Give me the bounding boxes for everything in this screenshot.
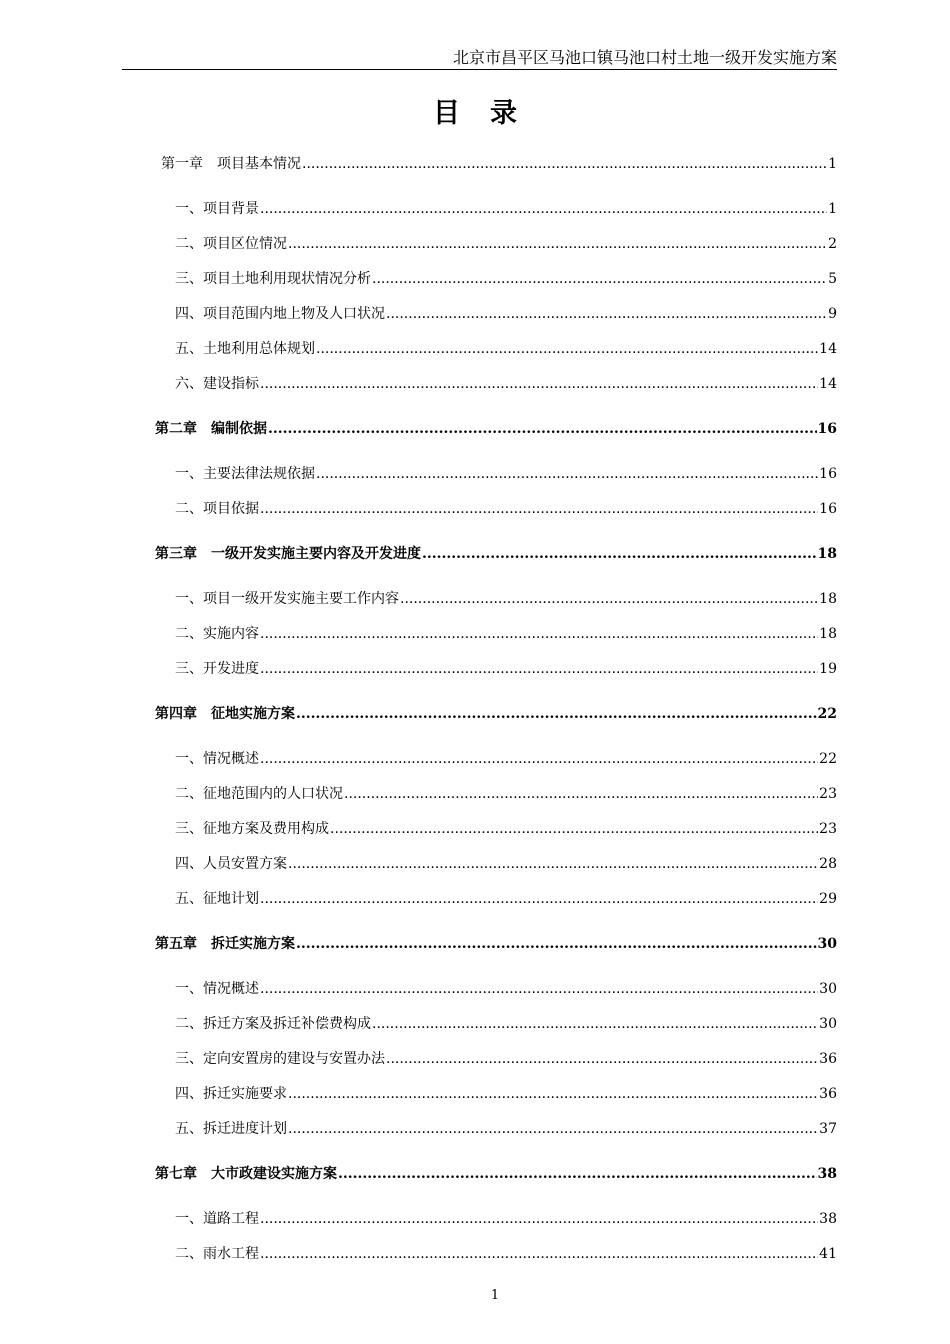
- toc-entry-page: 2: [828, 236, 837, 252]
- toc-leader: [260, 1244, 818, 1264]
- toc-leader: [338, 1164, 817, 1184]
- toc-entry[interactable]: [175, 589, 837, 609]
- toc-leader: [260, 979, 818, 999]
- toc-entry-page: 38: [817, 1166, 837, 1182]
- toc-leader: [372, 1014, 818, 1034]
- toc-entry[interactable]: [175, 499, 837, 519]
- toc-leader: [288, 1119, 818, 1139]
- toc-entry-label: 四、项目范围内地上物及人口状况: [175, 306, 385, 322]
- toc-entry[interactable]: [175, 269, 837, 289]
- toc-entry-label: 二、雨水工程: [175, 1246, 259, 1262]
- toc-leader: [268, 419, 817, 439]
- toc-entry[interactable]: [175, 979, 837, 999]
- toc-entry[interactable]: [175, 464, 837, 484]
- toc-entry[interactable]: [175, 1244, 837, 1264]
- toc-entry-label: 三、项目土地利用现状情况分析: [175, 271, 371, 287]
- toc-entry[interactable]: [175, 1049, 837, 1069]
- toc-entry-label: 第三章 一级开发实施主要内容及开发进度: [155, 546, 421, 562]
- toc-entry-page: 1: [828, 156, 837, 172]
- toc-leader: [260, 749, 818, 769]
- page-number: 1: [490, 1288, 500, 1303]
- toc-entry-page: 22: [819, 751, 837, 767]
- toc-entry[interactable]: [175, 819, 837, 839]
- toc-title: [0, 96, 950, 132]
- toc-entry[interactable]: [175, 1014, 837, 1034]
- toc-entry-page: 1: [828, 201, 837, 217]
- toc-entry[interactable]: [175, 854, 837, 874]
- toc-entry[interactable]: [175, 1119, 837, 1139]
- toc-entry-page: 41: [819, 1246, 837, 1262]
- toc-entry[interactable]: [175, 374, 837, 394]
- toc-leader: [422, 544, 817, 564]
- toc-entry[interactable]: [155, 544, 837, 564]
- toc-leader: [260, 659, 818, 679]
- toc-leader: [330, 819, 818, 839]
- toc-entry[interactable]: [175, 659, 837, 679]
- toc-entry-page: 16: [819, 501, 837, 517]
- toc-leader: [344, 784, 818, 804]
- toc-title-part2: 录: [490, 98, 517, 129]
- toc-entry-label: 五、拆迁进度计划: [175, 1121, 287, 1137]
- toc-entry[interactable]: [175, 624, 837, 644]
- toc-entry-page: 28: [819, 856, 837, 872]
- toc-entry[interactable]: [175, 234, 837, 254]
- toc-leader: [372, 269, 827, 289]
- toc-entry-page: 14: [819, 376, 837, 392]
- toc-entry-page: 36: [819, 1051, 837, 1067]
- toc-entry[interactable]: [175, 304, 837, 324]
- toc-entry-label: 一、主要法律法规依据: [175, 466, 315, 482]
- toc-entry-label: 二、征地范围内的人口状况: [175, 786, 343, 802]
- toc-entry-label: 第一章 项目基本情况: [161, 156, 301, 172]
- toc-entry[interactable]: [155, 419, 837, 439]
- toc-entry[interactable]: [175, 1209, 837, 1229]
- toc-entry-page: 38: [819, 1211, 837, 1227]
- toc-leader: [400, 589, 818, 609]
- toc-entry[interactable]: [161, 154, 837, 174]
- toc-entry-label: 六、建设指标: [175, 376, 259, 392]
- toc-entry-label: 一、项目背景: [175, 201, 259, 217]
- toc-entry-page: 30: [819, 1016, 837, 1032]
- toc-entry[interactable]: [175, 784, 837, 804]
- toc-entry-label: 二、项目区位情况: [175, 236, 287, 252]
- toc-entry-label: 一、道路工程: [175, 1211, 259, 1227]
- toc-leader: [386, 1049, 818, 1069]
- running-header: 北京市昌平区马池口镇马池口村土地一级开发实施方案: [452, 48, 837, 67]
- toc-entry[interactable]: [175, 889, 837, 909]
- toc-entry-label: 五、征地计划: [175, 891, 259, 907]
- toc-leader: [386, 304, 827, 324]
- toc-leader: [288, 234, 827, 254]
- toc-leader: [288, 1084, 818, 1104]
- toc-entry-label: 二、拆迁方案及拆迁补偿费构成: [175, 1016, 371, 1032]
- toc-leader: [302, 154, 827, 174]
- toc-entry-label: 一、情况概述: [175, 981, 259, 997]
- toc-entry[interactable]: [175, 339, 837, 359]
- toc-leader: [260, 624, 818, 644]
- toc-entry-label: 三、开发进度: [175, 661, 259, 677]
- toc-entry-label: 一、项目一级开发实施主要工作内容: [175, 591, 399, 607]
- toc-entry-label: 第七章 大市政建设实施方案: [155, 1166, 337, 1182]
- toc-entry[interactable]: [155, 1164, 837, 1184]
- toc-entry-page: 22: [817, 706, 837, 722]
- toc-entry-label: 四、人员安置方案: [175, 856, 287, 872]
- toc-entry-page: 36: [819, 1086, 837, 1102]
- toc-title-part1: 目: [433, 98, 460, 129]
- toc-leader: [316, 464, 818, 484]
- toc-entry-label: 第四章 征地实施方案: [155, 706, 295, 722]
- toc-entry-label: 第二章 编制依据: [155, 421, 267, 437]
- toc-leader: [260, 1209, 818, 1229]
- toc-leader: [260, 199, 827, 219]
- toc-leader: [260, 374, 818, 394]
- toc-entry-page: 23: [819, 821, 837, 837]
- toc-leader: [260, 499, 818, 519]
- toc-entry-page: 37: [819, 1121, 837, 1137]
- toc-entry-page: 5: [828, 271, 837, 287]
- header-rule: [122, 69, 837, 70]
- toc-entry-page: 19: [819, 661, 837, 677]
- toc-entry-page: 23: [819, 786, 837, 802]
- toc-entry-page: 18: [817, 546, 837, 562]
- toc-entry-page: 18: [819, 626, 837, 642]
- toc-entry-label: 一、情况概述: [175, 751, 259, 767]
- toc-entry-page: 14: [819, 341, 837, 357]
- toc-entry-page: 9: [828, 306, 837, 322]
- toc-entry-label: 第五章 拆迁实施方案: [155, 936, 295, 952]
- toc-entry-label: 五、土地利用总体规划: [175, 341, 315, 357]
- toc-entry-page: 30: [819, 981, 837, 997]
- toc-leader: [316, 339, 818, 359]
- toc-entry[interactable]: [175, 199, 837, 219]
- toc-entry-page: 29: [819, 891, 837, 907]
- toc-entry-page: 30: [817, 936, 837, 952]
- toc-leader: [296, 704, 817, 724]
- toc-entry-page: 16: [817, 421, 837, 437]
- toc-entry-label: 三、定向安置房的建设与安置办法: [175, 1051, 385, 1067]
- toc-leader: [288, 854, 818, 874]
- toc-entry[interactable]: [155, 934, 837, 954]
- toc-entry-label: 二、实施内容: [175, 626, 259, 642]
- toc-leader: [260, 889, 818, 909]
- toc-entry-page: 16: [819, 466, 837, 482]
- toc-leader: [296, 934, 817, 954]
- toc-entry[interactable]: [155, 704, 837, 724]
- toc-entry-label: 二、项目依据: [175, 501, 259, 517]
- toc-entry[interactable]: [175, 1084, 837, 1104]
- toc-entry-page: 18: [819, 591, 837, 607]
- toc-entry-label: 三、征地方案及费用构成: [175, 821, 329, 837]
- toc-entry-label: 四、拆迁实施要求: [175, 1086, 287, 1102]
- toc-entry[interactable]: [175, 749, 837, 769]
